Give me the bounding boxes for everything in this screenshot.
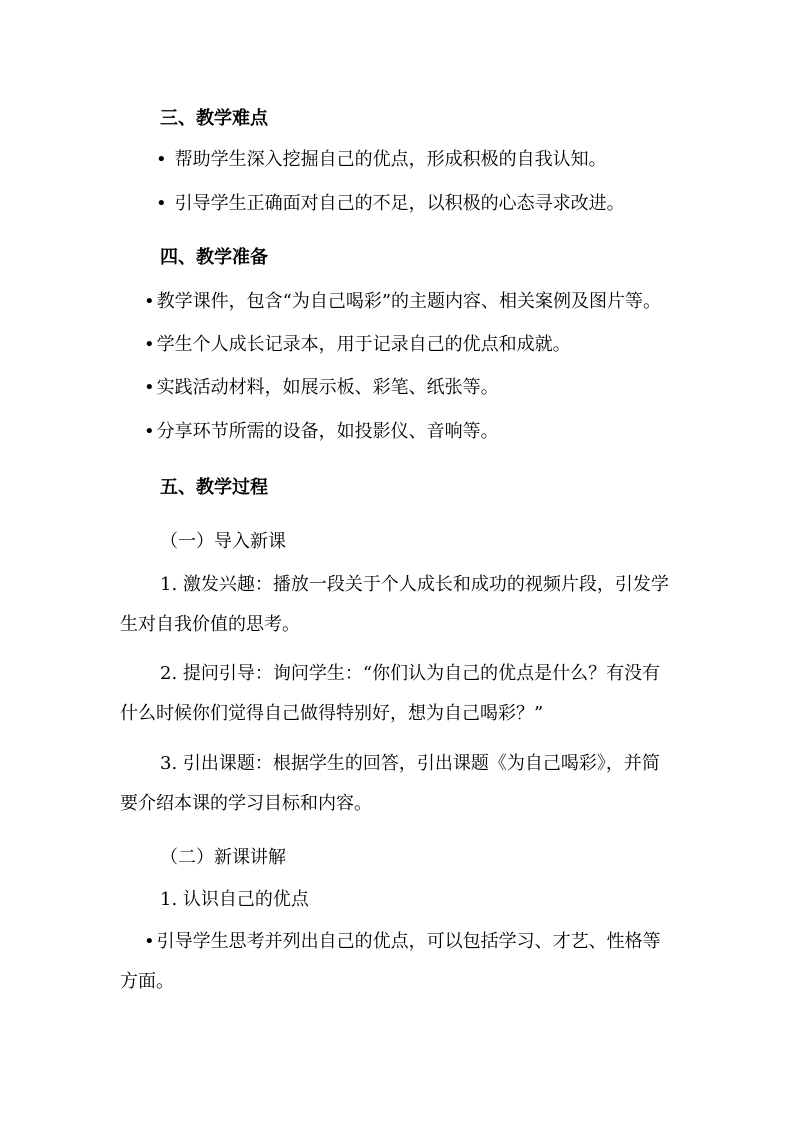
list-item-text: 实践活动材料，如展示板、彩笔、纸张等。	[156, 377, 499, 398]
part1-heading: （一）导入新课	[160, 531, 286, 552]
bullet-icon: •	[156, 149, 167, 170]
list-item-text: 教学课件，包含“为自己喝彩”的主题内容、相关案例及图片等。	[156, 291, 662, 312]
bullet-icon: •	[156, 193, 167, 214]
step-line: 1. 激发兴趣：播放一段关于个人成长和成功的视频片段，引发学	[160, 574, 669, 595]
list-item	[156, 192, 625, 216]
list-item	[144, 420, 499, 444]
bullet-icon: •	[144, 421, 155, 442]
subsection-title: 1. 认识自己的优点	[160, 889, 309, 910]
part2-heading: （二）新课讲解	[160, 847, 286, 868]
list-item	[156, 148, 607, 172]
list-item	[144, 290, 661, 314]
bullet-icon: •	[144, 377, 155, 398]
step-line: 要介绍本课的学习目标和内容。	[120, 793, 372, 814]
section4-heading: 四、教学准备	[160, 247, 268, 268]
list-item-text: 引导学生思考并列出自己的优点，可以包括学习、才艺、性格等	[156, 931, 661, 952]
bullet-icon: •	[144, 334, 155, 355]
bullet-icon: •	[144, 291, 155, 312]
list-item-text: 学生个人成长记录本，用于记录自己的优点和成就。	[156, 334, 571, 355]
list-item-text: 帮助学生深入挖掘自己的优点，形成积极的自我认知。	[174, 149, 607, 170]
step-line: 3. 引出课题：根据学生的回答，引出课题《为自己喝彩》，并简	[160, 753, 660, 774]
list-item-continuation: 方面。	[120, 971, 174, 992]
list-item-text: 引导学生正确面对自己的不足，以积极的心态寻求改进。	[174, 193, 625, 214]
section5-heading: 五、教学过程	[160, 477, 268, 498]
list-item	[144, 930, 661, 954]
step-line: 2. 提问引导：询问学生：“你们认为自己的优点是什么？有没有	[160, 663, 661, 684]
list-item	[144, 376, 499, 400]
section3-heading: 三、教学难点	[160, 108, 268, 129]
list-item	[144, 333, 571, 357]
bullet-icon: •	[144, 931, 155, 952]
list-item-text: 分享环节所需的设备，如投影仪、音响等。	[156, 421, 499, 442]
step-line: 生对自我价值的思考。	[120, 614, 300, 635]
step-line: 什么时候你们觉得自己做得特别好，想为自己喝彩？”	[120, 703, 544, 724]
